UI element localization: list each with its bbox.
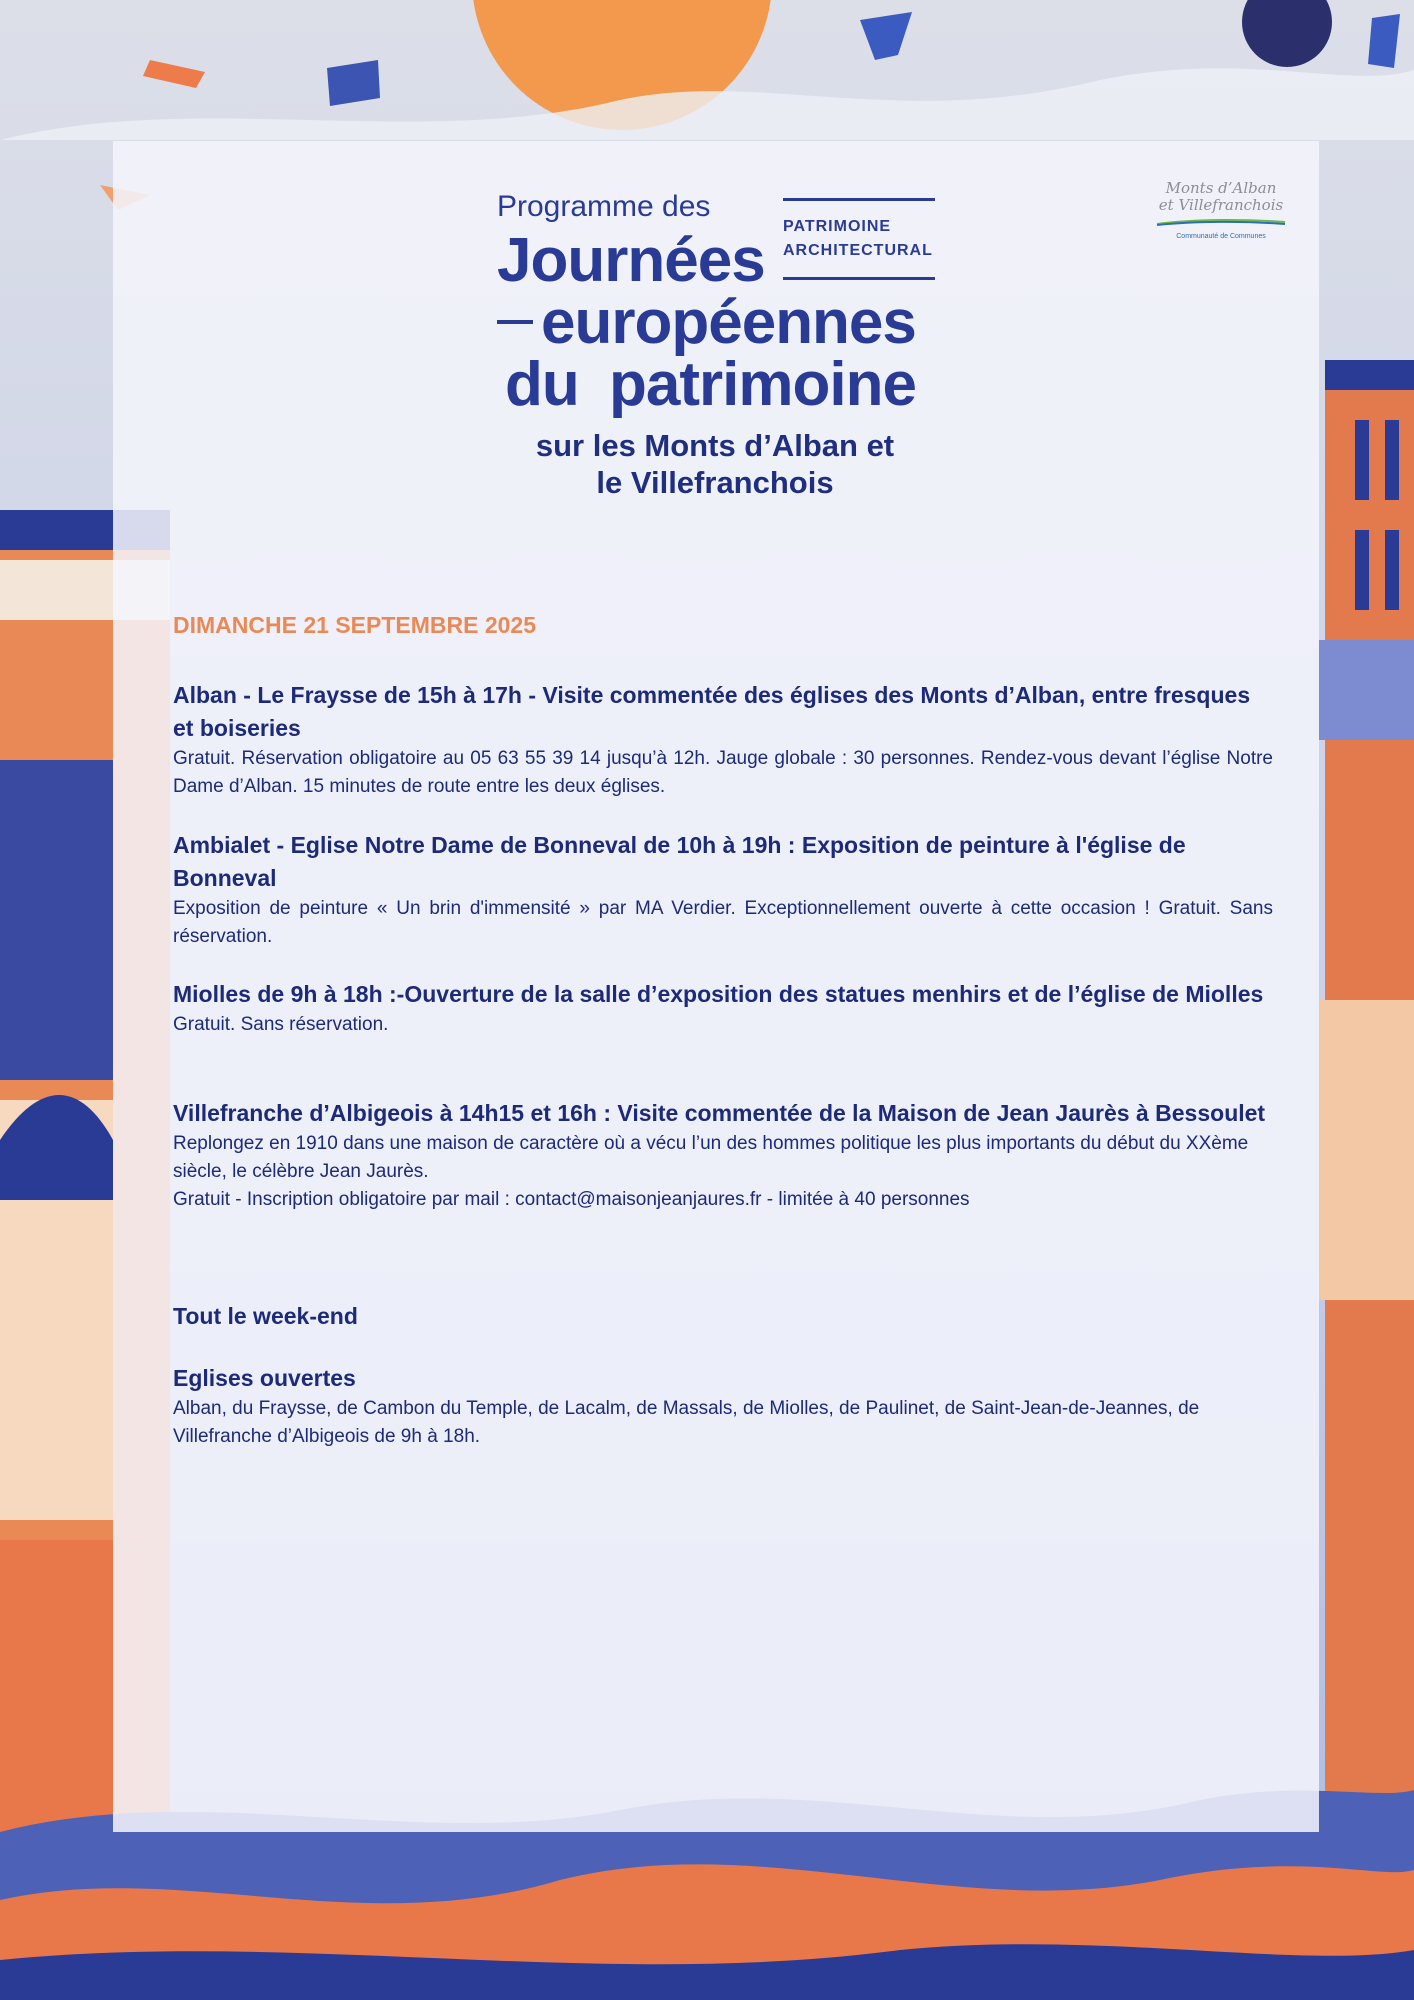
badge-line2: ARCHITECTURAL: [783, 242, 933, 259]
event-item: [173, 679, 1273, 801]
title-du: du: [505, 350, 579, 419]
event-description: Replongez en 1910 dans une maison de caractère où a vécu l’un des hommes politique les plus importants du début du XXème siècle, le célèbre Jean Jaurès.: [173, 1133, 1249, 1182]
logo-line2: et Villefranchois: [1158, 195, 1284, 214]
date-heading: DIMANCHE 21 SEPTEMBRE 2025: [173, 612, 536, 638]
event-title: Alban - Le Fraysse de 15h à 17h - Visite commentée des églises des Monts d’Alban, entre fresques et boiseries: [173, 682, 1251, 741]
badge-line1: PATRIMOINE: [783, 218, 892, 235]
event-registration: Gratuit - Inscription obligatoire par mail : contact@maisonjeanjaures.fr - limitée à 40 personnes: [173, 1189, 970, 1210]
subtitle: [430, 428, 1000, 501]
logo-line3: Communauté de Communes: [1176, 233, 1266, 240]
event-description: Gratuit. Sans réservation.: [173, 1014, 389, 1035]
programme-label: Programme des: [497, 190, 711, 223]
event-title: Miolles de 9h à 18h :-Ouverture de la salle d’exposition des statues menhirs et de l’église de Miolles: [173, 981, 1264, 1007]
logo-line1: Monts d’Alban: [1165, 179, 1277, 197]
event-title: Villefranche d’Albigeois à 14h15 et 16h : Visite commentée de la Maison de Jean Jaurès à Bessoulet: [173, 1100, 1266, 1126]
weekend-heading: Tout le week-end: [173, 1303, 358, 1329]
event-item: [173, 978, 1273, 1039]
event-title: Ambialet - Eglise Notre Dame de Bonneval de 10h à 19h : Exposition de peinture à l'église de Bonneval: [173, 832, 1186, 891]
community-logo: [1152, 180, 1290, 250]
title-patrimoine: patrimoine: [609, 350, 916, 419]
event-description: Gratuit. Réservation obligatoire au 05 63 55 39 14 jusqu’à 12h. Jauge globale : 30 personnes. Rendez-vous devant l’église Notre Dame d’Alban. 15 minutes de route entre les deux églises.: [173, 748, 1273, 797]
churches-item: [173, 1362, 1273, 1451]
event-description: Exposition de peinture « Un brin d'immensité » par MA Verdier. Exceptionnellement ouverte à cette occasion ! Gratuit. Sans réservation.: [173, 898, 1273, 947]
event-item: [173, 829, 1273, 951]
churches-description: Alban, du Fraysse, de Cambon du Temple, de Lacalm, de Massals, de Miolles, de Paulinet, de Saint-Jean-de-Jeannes, de Villefranche d’Albigeois de 9h à 18h.: [173, 1398, 1200, 1447]
title-europeennes: européennes: [541, 288, 916, 357]
badge-patrimoine-architectural: [783, 198, 935, 280]
logo-swoosh-icon: [1155, 218, 1287, 226]
event-title-block: [497, 190, 940, 430]
subtitle-line2: le Villefranchois: [596, 464, 834, 500]
churches-title: Eglises ouvertes: [173, 1365, 356, 1391]
event-item: [173, 1097, 1273, 1214]
confetti-shape: [327, 60, 380, 106]
title-journees: Journées: [497, 226, 765, 295]
title-dash: [497, 320, 533, 324]
subtitle-line1: sur les Monts d’Alban et: [535, 428, 895, 463]
